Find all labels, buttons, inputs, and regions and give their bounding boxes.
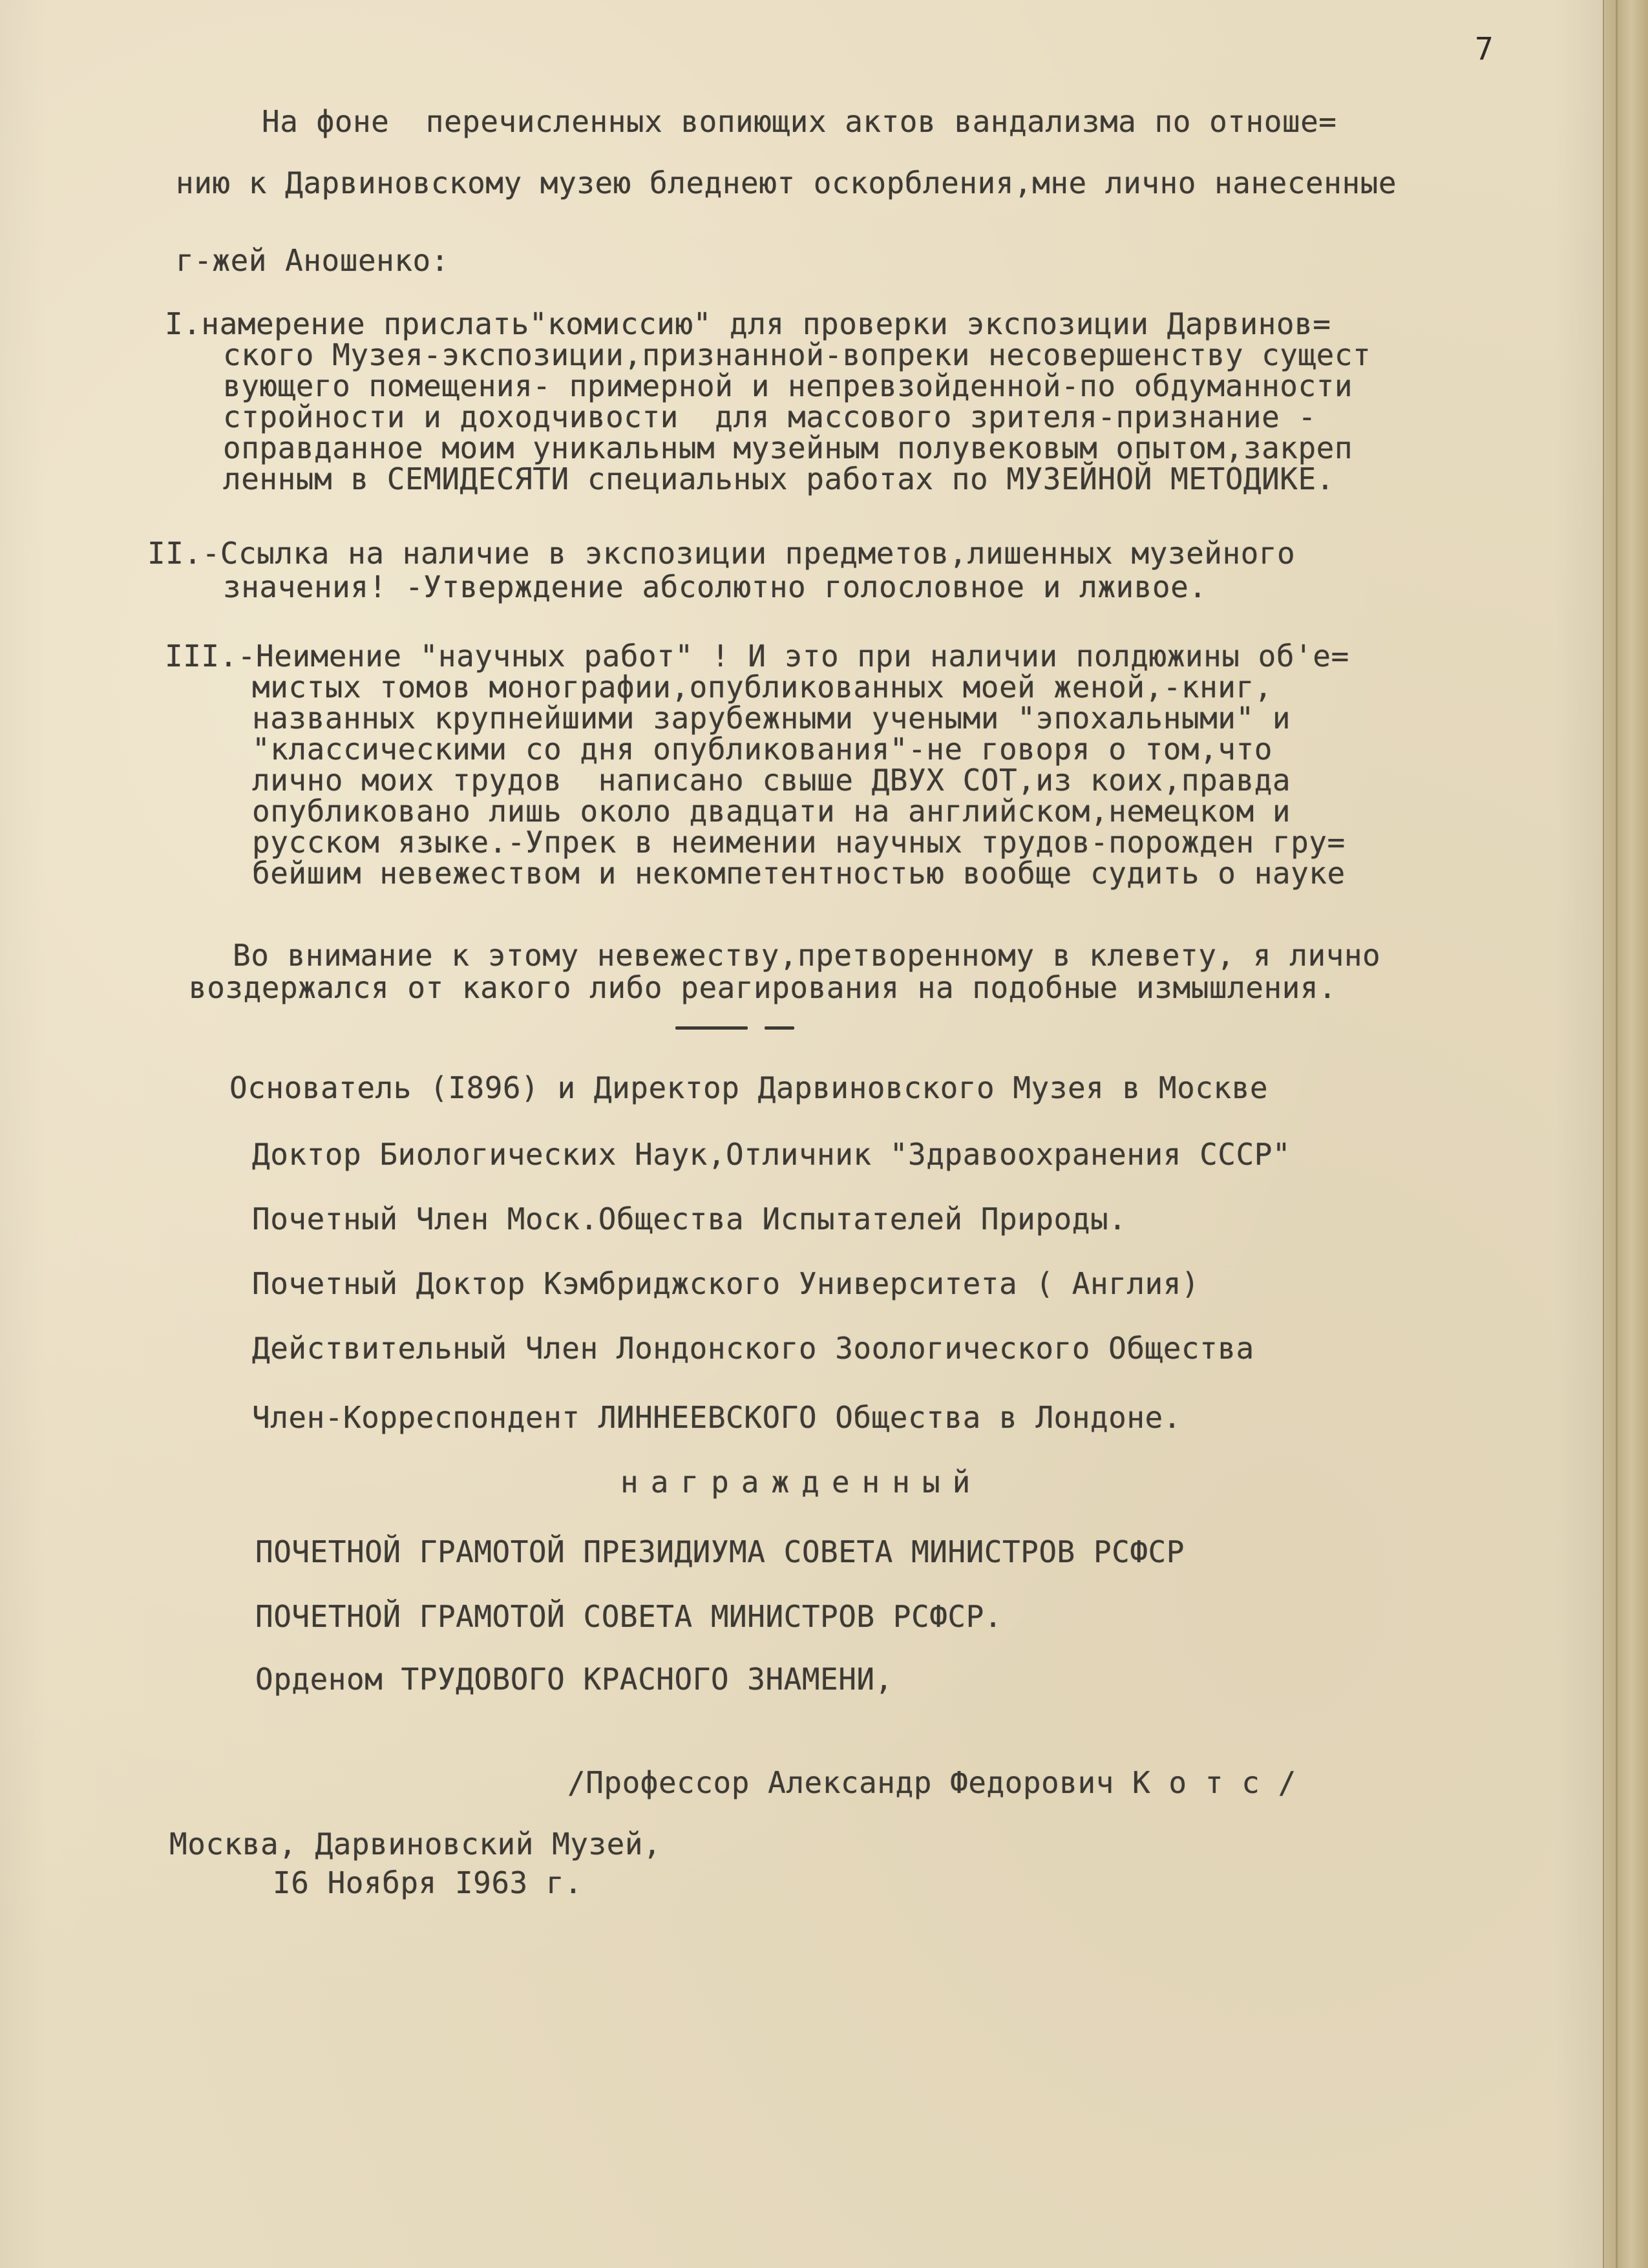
item-3-line-2: мистых томов монографии,опубликованных моей женой,-книг, [252,670,1273,705]
item-3-line-5: лично моих трудов написано свыше ДВУХ СОТ,из коих,правда [252,763,1291,798]
item-1-line-2: ского Музея-экспозиции,признанной-вопреки несовершенству сущест [223,337,1371,372]
page-edge-strip [1603,0,1648,2268]
item-3-line-8: бейшим невежеством и некомпетентностью вообще судить о науке [252,856,1346,891]
paragraph-2-line-1: Во внимание к этому невежеству,претворенному в клевету, я лично [233,938,1381,973]
item-3-line-1: III.-Неимение "научных работ" ! И это при наличии полдюжины об'е= [165,639,1349,673]
title-line-2: Доктор Биологических Наук,Отличник "Здравоохранения СССР" [252,1137,1291,1172]
title-line-3: Почетный Член Моск.Общества Испытателей Природы. [252,1202,1127,1236]
item-3-line-7: русском языке.-Упрек в неимении научных трудов-порожден гру= [252,825,1346,860]
paragraph-1-line-2: нию к Дарвиновскому музею бледнеют оскорбления,мне лично нанесенные [176,165,1397,200]
item-3-line-6: опубликовано лишь около двадцати на английском,немецком и [252,794,1291,829]
item-1-line-5: оправданное моим уникальным музейным полувековым опытом,закреп [223,430,1353,465]
item-3-line-3: названных крупнейшими зарубежными учеными "эпохальными" и [252,701,1291,736]
item-1-line-6: ленным в СЕМИДЕСЯТИ специальных работах по МУЗЕЙНОЙ МЕТОДИКЕ. [223,461,1335,496]
separator-dashes [675,1026,798,1035]
signature-line: /Профессор Александр Федорович К о т с / [567,1765,1296,1800]
award-line-2: ПОЧЕТНОЙ ГРАМОТОЙ СОВЕТА МИНИСТРОВ РСФСР. [255,1599,1002,1634]
place-line: Москва, Дарвиновский Музей, [169,1827,662,1861]
paragraph-2-line-2: воздержался от какого либо реагирования на подобные измышления. [189,970,1337,1005]
title-line-1: Основатель (I896) и Директор Дарвиновского Музея в Москве [229,1070,1269,1105]
title-line-6: Член-Корреспондент ЛИННЕЕВСКОГО Общества в Лондоне. [252,1400,1181,1435]
item-2-line-1: II.-Ссылка на наличие в экспозиции предметов,лишенных музейного [147,536,1296,571]
item-1-line-3: вующего помещения- примерной и непревзойденной-по обдуманности [223,368,1353,403]
item-2-line-2: значения! -Утверждение абсолютно голословное и лживое. [223,569,1207,604]
date-line: I6 Ноября I963 г. [273,1865,583,1900]
title-line-5: Действительный Член Лондонского Зоологического Общества [252,1331,1254,1366]
page-number: 7 [1475,31,1494,67]
item-3-line-4: "классическими со дня опубликования"-не говоря о том,что [252,732,1273,767]
item-1-line-1: I.намерение прислать"комиссию" для проверки экспозиции Дарвинов= [165,306,1331,341]
award-line-3: Орденом ТРУДОВОГО КРАСНОГО ЗНАМЕНИ, [255,1662,893,1697]
title-line-4: Почетный Доктор Кэмбриджского Университета ( Англия) [252,1266,1200,1301]
paragraph-1-line-3: г-жей Аношенко: [176,243,449,278]
item-1-line-4: стройности и доходчивости для массового зрителя-признание - [223,399,1316,434]
award-line-1: ПОЧЕТНОЙ ГРАМОТОЙ ПРЕЗИДИУМА СОВЕТА МИНИСТРОВ РСФСР [255,1534,1185,1569]
paragraph-1-line-1: На фоне перечисленных вопиющих актов вандализма по отноше= [262,104,1337,139]
awarded-heading: награжденный [620,1465,983,1500]
